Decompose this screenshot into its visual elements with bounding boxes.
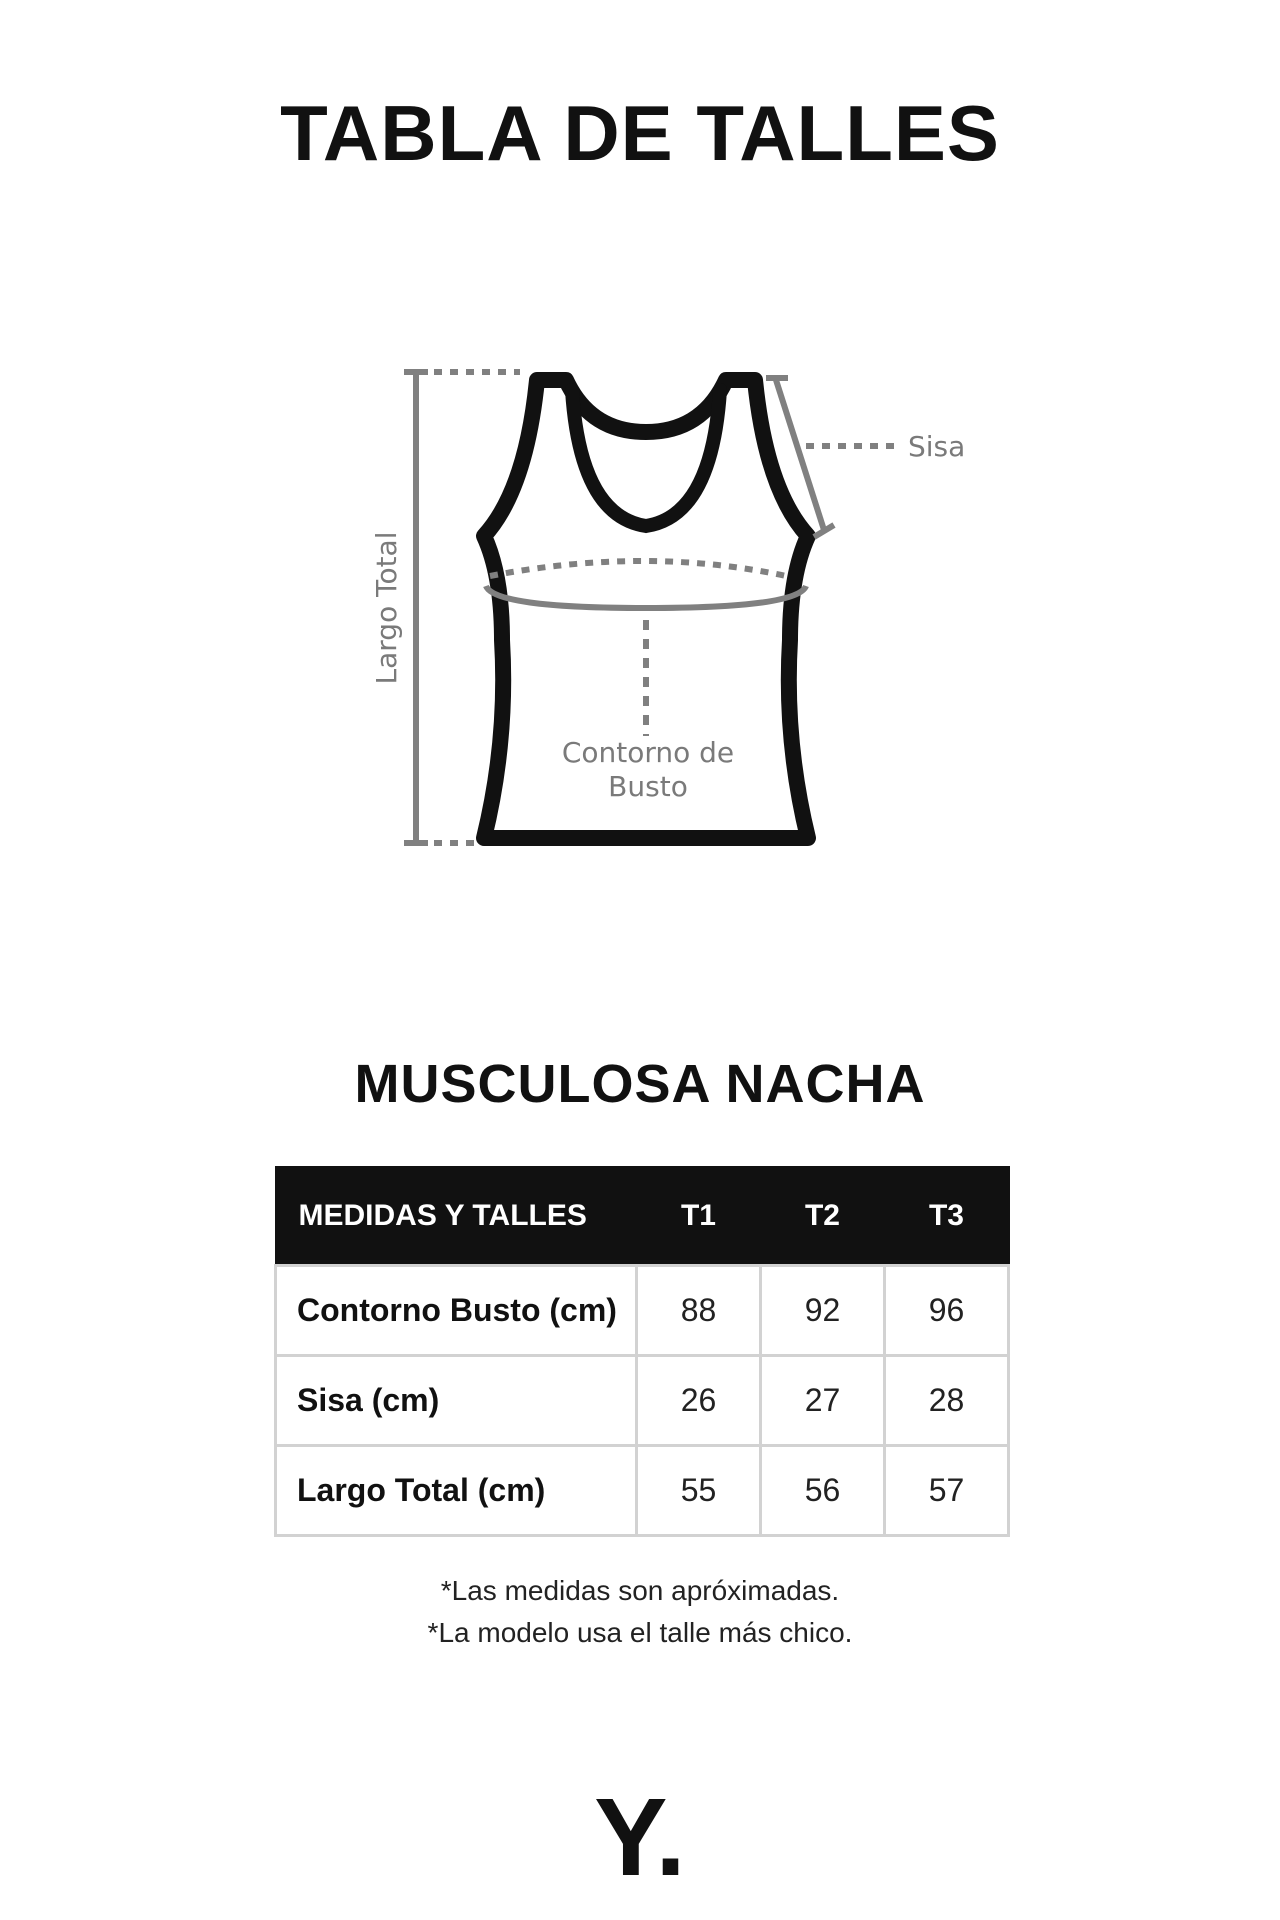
note-approximate-measures: *Las medidas son apróximadas. bbox=[440, 1575, 840, 1606]
brand-logo: Y. bbox=[594, 1776, 686, 1899]
table-cell: 56 bbox=[761, 1446, 885, 1536]
size-table bbox=[274, 1166, 1010, 1537]
table-header-size: T1 bbox=[637, 1167, 761, 1266]
sisa-label: Sisa bbox=[908, 430, 966, 463]
bust-dotted-back bbox=[490, 561, 786, 576]
table-cell: 26 bbox=[637, 1356, 761, 1446]
table-cell: 28 bbox=[885, 1356, 1009, 1446]
table-cell: 55 bbox=[637, 1446, 761, 1536]
table-row bbox=[276, 1266, 1009, 1356]
row-label-contorno-busto: Contorno Busto (cm) bbox=[276, 1266, 637, 1356]
note-model-size: *La modelo usa el talle más chico. bbox=[427, 1617, 853, 1648]
bust-solid-front bbox=[486, 586, 806, 608]
table-cell: 57 bbox=[885, 1446, 1009, 1536]
table-header-size: T2 bbox=[761, 1167, 885, 1266]
table-row bbox=[276, 1356, 1009, 1446]
table-cell: 92 bbox=[761, 1266, 885, 1356]
table-header-row bbox=[276, 1167, 1009, 1266]
contorno-label-line1: Contorno de bbox=[561, 736, 735, 769]
table-cell: 96 bbox=[885, 1266, 1009, 1356]
largo-total-label: Largo Total bbox=[370, 531, 403, 685]
page-title: TABLA DE TALLES bbox=[280, 89, 1000, 177]
table-cell: 27 bbox=[761, 1356, 885, 1446]
row-label-largo-total: Largo Total (cm) bbox=[276, 1446, 637, 1536]
row-label-sisa: Sisa (cm) bbox=[276, 1356, 637, 1446]
table-cell: 88 bbox=[637, 1266, 761, 1356]
product-title: MUSCULOSA NACHA bbox=[354, 1054, 926, 1114]
table-header-size: T3 bbox=[885, 1167, 1009, 1266]
table-header-label: MEDIDAS Y TALLES bbox=[276, 1167, 637, 1266]
contorno-label-line2: Busto bbox=[608, 770, 688, 803]
table-row bbox=[276, 1446, 1009, 1536]
